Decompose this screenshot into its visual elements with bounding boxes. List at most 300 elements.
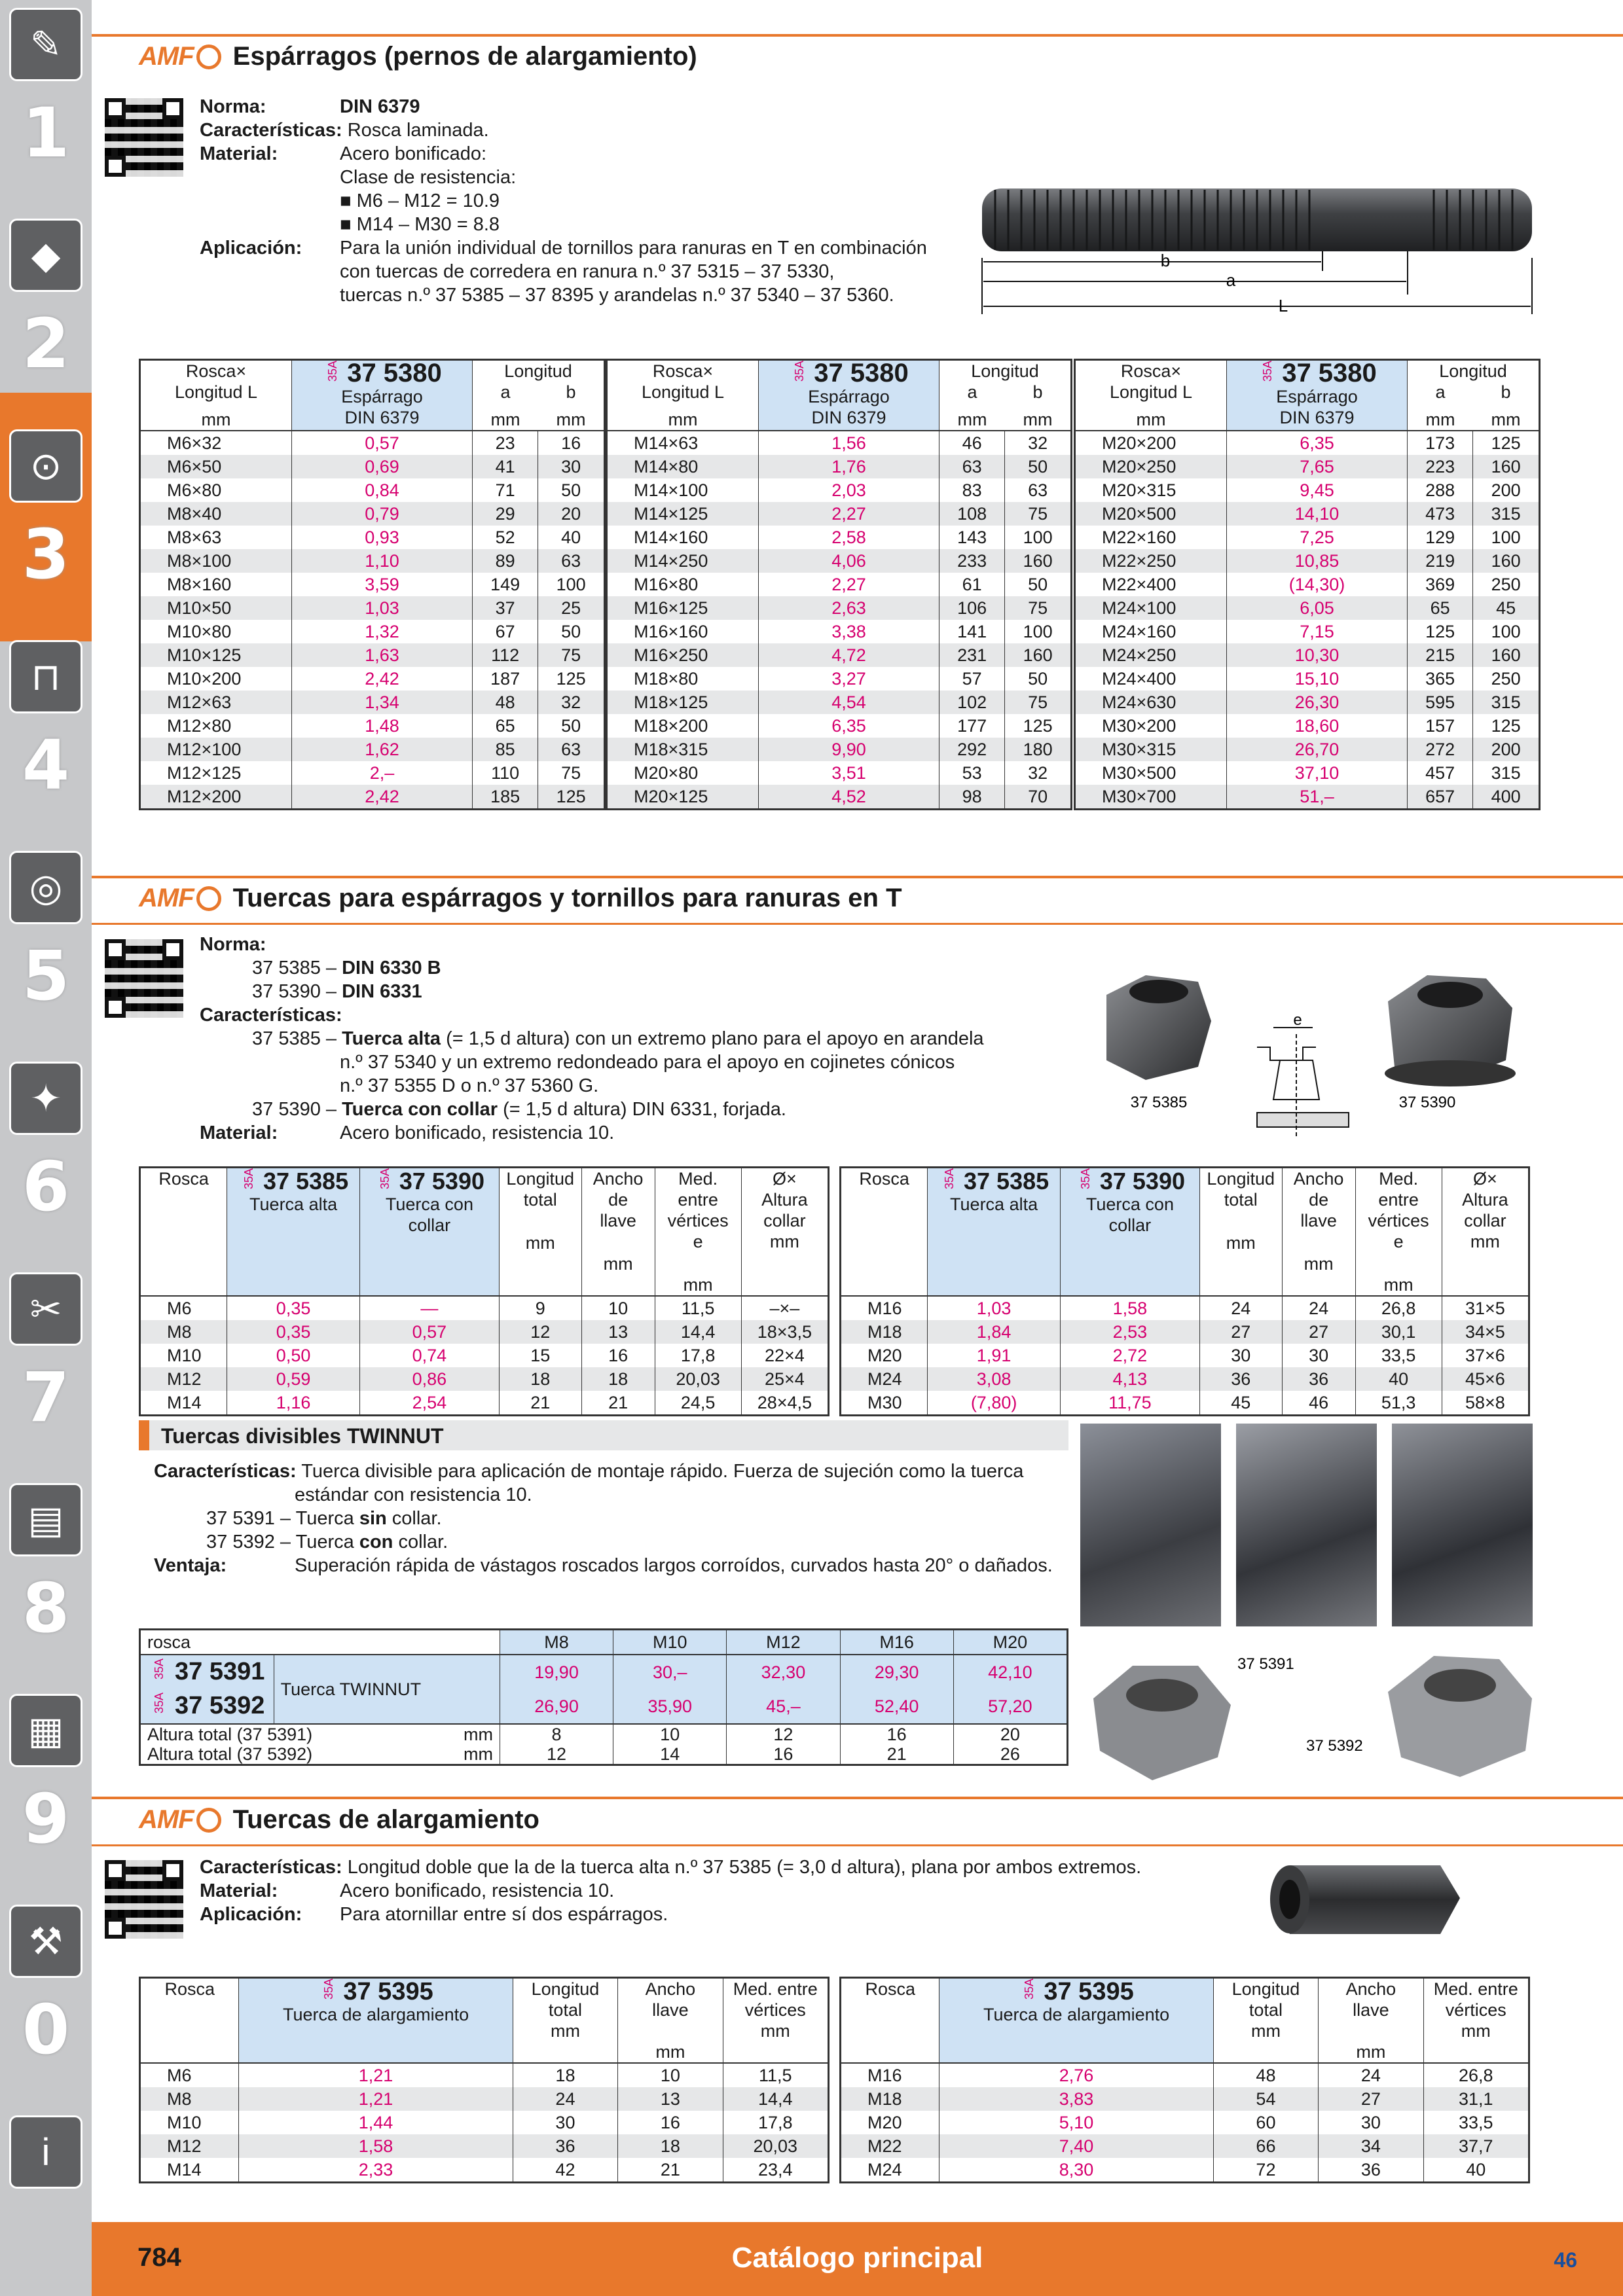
caliper-icon[interactable]: ⊓ — [9, 640, 82, 713]
thread-size: M14×160 — [607, 526, 759, 549]
thread-size: M20×200 — [1075, 431, 1227, 455]
caract-text: Tuerca divisible para aplicación de montaje rápido. Fuerza de sujeción como la tuerca — [301, 1461, 1024, 1482]
thread-size: M10 — [140, 1344, 227, 1367]
dimension-value: 46 — [1282, 1391, 1355, 1416]
thread-size: M16 — [841, 2063, 939, 2087]
thread-size: M6×50 — [140, 455, 292, 478]
thread-size: M6×32 — [140, 431, 292, 455]
thread-size: M18×200 — [607, 714, 759, 738]
length-b: 75 — [538, 761, 605, 785]
price: 32,30 — [727, 1655, 840, 1689]
section-divider — [92, 923, 1623, 925]
price-tuerca-collar: — — [359, 1296, 499, 1320]
length-b: 32 — [1005, 761, 1072, 785]
col-med: Med. entre vértices e mm — [655, 1168, 741, 1297]
dimension-value: 11,5 — [723, 2063, 829, 2087]
table-row — [140, 1391, 829, 1416]
thread-size: M18 — [841, 2087, 939, 2111]
caract-code: 37 5385 – — [252, 1028, 337, 1049]
dimension-value: 36 — [1319, 2158, 1423, 2183]
saw-blade-icon[interactable]: ◎ — [9, 851, 82, 924]
length-a: 143 — [939, 526, 1005, 549]
table-row — [1075, 691, 1540, 714]
table-row — [607, 502, 1072, 526]
price-tuerca-collar: 0,74 — [359, 1344, 499, 1367]
price: 0,57 — [292, 431, 473, 455]
dimension-value: 34×5 — [1442, 1320, 1529, 1344]
price: 35,90 — [613, 1689, 727, 1724]
material-line: Clase de resistencia: — [340, 167, 517, 188]
price: 1,34 — [292, 691, 473, 714]
chapter-number[interactable]: 4 — [22, 725, 70, 805]
length-a: 23 — [473, 431, 538, 455]
info-icon[interactable]: i — [9, 2115, 82, 2189]
length-b: 200 — [1473, 478, 1540, 502]
drill-icon[interactable]: ✎ — [9, 8, 82, 81]
length-a: 219 — [1408, 549, 1473, 573]
thread-size: M24×100 — [1075, 596, 1227, 620]
dimension-value: 21 — [499, 1391, 581, 1416]
img-label-375391: 37 5391 — [1237, 1655, 1294, 1673]
thread-size: M8 — [140, 1320, 227, 1344]
length-b: 180 — [1005, 738, 1072, 761]
safety-icon[interactable]: ⚒ — [9, 1905, 82, 1978]
dimension-value: 31×5 — [1442, 1296, 1529, 1320]
chapter-number[interactable]: 8 — [22, 1568, 70, 1648]
table-row — [841, 1320, 1529, 1344]
length-a: 365 — [1408, 667, 1473, 691]
col-code: 35A 37 5395 Tuerca de alargamiento — [939, 1978, 1213, 2064]
price: 4,72 — [759, 643, 939, 667]
toolbox-icon[interactable]: ▤ — [9, 1483, 82, 1556]
item-bold: sin — [359, 1508, 387, 1529]
table-row — [140, 2111, 829, 2134]
thread-size: M14×125 — [607, 502, 759, 526]
thread-size: M10×125 — [140, 643, 292, 667]
wrench-icon[interactable]: ✦ — [9, 1062, 82, 1135]
size-header: M8 — [500, 1630, 613, 1655]
subsection-bar — [139, 1420, 1068, 1450]
price: 1,21 — [239, 2063, 513, 2087]
price-tuerca-collar: 0,57 — [359, 1320, 499, 1344]
height-value: 16 — [727, 1744, 840, 1765]
price-tuerca-collar: 11,75 — [1060, 1391, 1199, 1416]
length-b: 50 — [538, 478, 605, 502]
table-row — [607, 478, 1072, 502]
price: 29,30 — [840, 1655, 953, 1689]
length-a: 223 — [1408, 455, 1473, 478]
dimension-value: 22×4 — [741, 1344, 828, 1367]
thread-size: M24 — [841, 1367, 928, 1391]
caract-bold: Tuerca con collar — [342, 1099, 498, 1120]
thread-size: M24×160 — [1075, 620, 1227, 643]
stud-table — [139, 359, 606, 810]
thread-size: M22×160 — [1075, 526, 1227, 549]
norma-value: DIN 6331 — [342, 981, 422, 1002]
twinnut-photo — [1392, 1424, 1533, 1626]
length-a: 157 — [1408, 714, 1473, 738]
thread-size: M12×125 — [140, 761, 292, 785]
dimension-value: 18 — [499, 1367, 581, 1391]
length-a: 141 — [939, 620, 1005, 643]
dimension-value: –×– — [741, 1296, 828, 1320]
col-longitud: Longitud a b mm mm — [1408, 360, 1540, 431]
col-diametro: Ø× Altura collar mm — [1442, 1168, 1529, 1297]
length-b: 125 — [1473, 714, 1540, 738]
caract-text: n.º 37 5340 y un extremo redondeado para el apoyo en cojinetes cónicos — [340, 1052, 955, 1073]
price: 26,70 — [1227, 738, 1408, 761]
table-row — [140, 643, 605, 667]
price: 1,63 — [292, 643, 473, 667]
thread-size: M30×700 — [1075, 785, 1227, 810]
col-rosca: Rosca — [841, 1978, 939, 2064]
aplic-line: Para la unión individual de tornillos para ranuras en T en combinación — [340, 238, 927, 259]
height-value: 12 — [727, 1724, 840, 1744]
chapter-number[interactable]: 1 — [22, 93, 70, 173]
price-tuerca-alta: (7,80) — [928, 1391, 1061, 1416]
price: 30,– — [613, 1655, 727, 1689]
chapter-number[interactable]: 0 — [22, 1990, 70, 2070]
table-row — [841, 2063, 1529, 2087]
length-b: 200 — [1473, 738, 1540, 761]
dimension-value: 36 — [513, 2134, 618, 2158]
length-b: 100 — [1473, 526, 1540, 549]
table-row — [1075, 667, 1540, 691]
twinnut-images — [1080, 1640, 1552, 1790]
table-row — [140, 785, 605, 810]
length-a: 65 — [1408, 596, 1473, 620]
length-b: 125 — [538, 667, 605, 691]
dimension-value: 30 — [1282, 1344, 1355, 1367]
length-b: 45 — [1473, 596, 1540, 620]
col-rosca: Rosca — [841, 1168, 928, 1297]
length-a: 149 — [473, 573, 538, 596]
dimension-value: 13 — [581, 1320, 655, 1344]
length-b: 50 — [538, 714, 605, 738]
col-longitud: Longitud a b mm mm — [473, 360, 605, 431]
length-b: 100 — [1473, 620, 1540, 643]
section-divider — [92, 1844, 1623, 1846]
thread-size: M22×400 — [1075, 573, 1227, 596]
height-value: 8 — [500, 1724, 613, 1744]
material-label: Material: — [200, 1122, 278, 1143]
dimension-value: 12 — [499, 1320, 581, 1344]
table-row — [841, 1344, 1529, 1367]
dimension-value: 25×4 — [741, 1367, 828, 1391]
price-tuerca-collar: 4,13 — [1060, 1367, 1199, 1391]
dim-b-label: b — [1160, 251, 1171, 270]
caract-value: Longitud doble que la de la tuerca alta n.º 37 5385 (= 3,0 d altura), plana por ambos extremos. — [347, 1857, 1142, 1878]
chapter-number[interactable]: 9 — [22, 1779, 70, 1859]
length-a: 233 — [939, 549, 1005, 573]
length-b: 50 — [1005, 455, 1072, 478]
length-a: 185 — [473, 785, 538, 810]
caract-code: 37 5390 – — [252, 1099, 337, 1120]
thread-size: M18 — [841, 1320, 928, 1344]
material-value: Acero bonificado, resistencia 10. — [340, 1880, 615, 1901]
thread-size: M12 — [140, 1367, 227, 1391]
thread-size: M18×315 — [607, 738, 759, 761]
dimension-value: 24 — [513, 2087, 618, 2111]
price: 7,15 — [1227, 620, 1408, 643]
aplic-label: Aplicación: — [200, 238, 302, 259]
price-tuerca-collar: 2,72 — [1060, 1344, 1199, 1367]
length-b: 50 — [1005, 573, 1072, 596]
section-header — [139, 884, 902, 913]
price-tuerca-alta: 3,08 — [928, 1367, 1061, 1391]
price: 9,45 — [1227, 478, 1408, 502]
img-label-375385: 37 5385 — [1130, 1094, 1188, 1111]
dimension-value: 21 — [618, 2158, 723, 2183]
table-row — [1075, 596, 1540, 620]
section-title: Espárragos (pernos de alargamiento) — [232, 42, 697, 71]
thread-size: M8×160 — [140, 573, 292, 596]
thread-size: M12×63 — [140, 691, 292, 714]
qr-code-icon[interactable] — [105, 98, 183, 177]
length-a: 187 — [473, 667, 538, 691]
price: 0,84 — [292, 478, 473, 502]
length-a: 102 — [939, 691, 1005, 714]
caract-label: Características: — [154, 1461, 297, 1482]
norma-value: DIN 6330 B — [342, 958, 441, 978]
table-row — [1075, 785, 1540, 810]
price-tuerca-collar: 1,58 — [1060, 1296, 1199, 1320]
dimension-value: 58×8 — [1442, 1391, 1529, 1416]
pliers-icon[interactable]: ✂ — [9, 1272, 82, 1346]
length-a: 48 — [473, 691, 538, 714]
chapter-number[interactable]: 5 — [22, 936, 70, 1016]
dimension-value: 40 — [1355, 1367, 1442, 1391]
insert-icon[interactable]: ◆ — [9, 219, 82, 292]
price-tuerca-alta: 0,35 — [227, 1320, 360, 1344]
table-row — [1075, 714, 1540, 738]
table-row — [140, 1367, 829, 1391]
table-row — [1075, 643, 1540, 667]
aplic-value: Para atornillar entre sí dos espárragos. — [340, 1904, 668, 1925]
dimension-value: 20,03 — [655, 1367, 741, 1391]
length-b: 160 — [1473, 549, 1540, 573]
table-row — [1075, 761, 1540, 785]
price: 1,58 — [239, 2134, 513, 2158]
table-row — [140, 738, 605, 761]
table-row — [1075, 478, 1540, 502]
length-a: 29 — [473, 502, 538, 526]
thread-size: M16×125 — [607, 596, 759, 620]
price: 10,30 — [1227, 643, 1408, 667]
price: 37,10 — [1227, 761, 1408, 785]
col-ancho: Ancho de llave mm — [581, 1168, 655, 1297]
table-row — [841, 2111, 1529, 2134]
qr-code-icon[interactable] — [105, 939, 183, 1018]
length-a: 46 — [939, 431, 1005, 455]
price: 7,65 — [1227, 455, 1408, 478]
table-row — [607, 714, 1072, 738]
dimension-value: 34 — [1319, 2134, 1423, 2158]
caract-bold: Tuerca alta — [342, 1028, 441, 1049]
col-diametro: Ø× Altura collar mm — [741, 1168, 828, 1297]
table-row — [140, 596, 605, 620]
dimension-value: 66 — [1213, 2134, 1319, 2158]
dimension-value: 26,8 — [1423, 2063, 1529, 2087]
table-row — [140, 761, 605, 785]
material-line: Acero bonificado: — [340, 143, 487, 164]
col-code: 35A 37 5380 Espárrago DIN 6379 — [1227, 360, 1408, 431]
length-b: 16 — [538, 431, 605, 455]
table-row — [1075, 738, 1540, 761]
price: 1,44 — [239, 2111, 513, 2134]
length-a: 98 — [939, 785, 1005, 810]
table-row — [140, 1296, 829, 1320]
nut-table — [139, 1166, 830, 1416]
length-b: 63 — [1005, 478, 1072, 502]
nut-images — [1093, 962, 1552, 1145]
dimension-value: 27 — [1282, 1320, 1355, 1344]
chuck-icon[interactable]: ⊙ — [9, 429, 82, 503]
dimension-value: 30 — [1319, 2111, 1423, 2134]
col-longitud: Longitud a b mm mm — [939, 360, 1072, 431]
price-tuerca-alta: 0,59 — [227, 1367, 360, 1391]
chapter-number[interactable]: 2 — [22, 304, 70, 384]
price: 1,03 — [292, 596, 473, 620]
twinnut-photo — [1080, 1424, 1221, 1626]
dim-l-label: L — [1278, 296, 1288, 315]
height-value: 20 — [953, 1724, 1067, 1744]
chapter-number[interactable]: 6 — [22, 1147, 70, 1227]
thread-size: M20×125 — [607, 785, 759, 810]
price: 2,33 — [239, 2158, 513, 2183]
price: 2,58 — [759, 526, 939, 549]
col-ancho: Ancho de llave mm — [1282, 1168, 1355, 1297]
length-b: 30 — [538, 455, 605, 478]
thread-size: M8 — [140, 2087, 239, 2111]
price-tuerca-alta: 1,16 — [227, 1391, 360, 1416]
table-row — [140, 620, 605, 643]
price: 9,90 — [759, 738, 939, 761]
price: 7,40 — [939, 2134, 1213, 2158]
col-code: 35A 37 5380 Espárrago DIN 6379 — [292, 360, 473, 431]
length-a: 63 — [939, 455, 1005, 478]
item-text: Tuerca — [295, 1508, 354, 1529]
price: 7,25 — [1227, 526, 1408, 549]
thread-size: M12 — [140, 2134, 239, 2158]
col-ancho: Ancho llave mm — [618, 1978, 723, 2064]
edition-number: 46 — [1554, 2248, 1577, 2272]
norma-label: Norma: — [200, 96, 266, 117]
dimension-value: 30,1 — [1355, 1320, 1442, 1344]
table-row — [140, 2158, 829, 2183]
length-b: 250 — [1473, 667, 1540, 691]
section-title: Tuercas de alargamiento — [232, 1805, 539, 1834]
table-row — [140, 2134, 829, 2158]
price: 4,54 — [759, 691, 939, 714]
dimension-value: 27 — [1319, 2087, 1423, 2111]
price-tuerca-alta: 0,35 — [227, 1296, 360, 1320]
length-b: 50 — [1005, 667, 1072, 691]
thread-size: M12×200 — [140, 785, 292, 810]
aplic-label: Aplicación: — [200, 1904, 302, 1925]
col-med: Med. entre vértices e mm — [1355, 1168, 1442, 1297]
price: 26,90 — [500, 1689, 613, 1724]
thread-size: M30 — [841, 1391, 928, 1416]
price: 18,60 — [1227, 714, 1408, 738]
dimension-value: 18 — [581, 1367, 655, 1391]
table-row — [607, 785, 1072, 810]
table-row — [140, 691, 605, 714]
code-cell: 35A 37 5392 — [140, 1689, 274, 1724]
chapter-number[interactable]: 7 — [22, 1357, 70, 1437]
table-row — [607, 431, 1072, 455]
table-row — [140, 502, 605, 526]
price-tuerca-alta: 1,84 — [928, 1320, 1061, 1344]
price: 5,10 — [939, 2111, 1213, 2134]
dimension-value: 18 — [513, 2063, 618, 2087]
table-row — [140, 2063, 829, 2087]
amf-logo: AMF — [139, 42, 221, 71]
table-row — [140, 526, 605, 549]
length-b: 40 — [538, 526, 605, 549]
price: 3,27 — [759, 667, 939, 691]
length-a: 231 — [939, 643, 1005, 667]
item-text: collar. — [392, 1508, 442, 1529]
length-b: 70 — [1005, 785, 1072, 810]
caract-value: Rosca laminada. — [347, 120, 489, 141]
length-a: 61 — [939, 573, 1005, 596]
col-code2: 35A 37 5390 Tuerca con collar — [359, 1168, 499, 1297]
chapter-number[interactable]: 3 — [22, 514, 70, 594]
thread-size: M10 — [140, 2111, 239, 2134]
length-a: 215 — [1408, 643, 1473, 667]
thread-size: M10×200 — [140, 667, 292, 691]
section-divider — [92, 34, 1623, 37]
dimension-value: 26,8 — [1355, 1296, 1442, 1320]
item-code: 37 5391 – — [206, 1508, 291, 1529]
page-footer — [92, 2222, 1623, 2296]
table-row — [140, 1320, 829, 1344]
price: (14,30) — [1227, 573, 1408, 596]
thread-size: M30×315 — [1075, 738, 1227, 761]
table-row — [607, 549, 1072, 573]
dimension-value: 30 — [513, 2111, 618, 2134]
material-label: Material: — [200, 143, 278, 164]
length-a: 89 — [473, 549, 538, 573]
length-b: 100 — [1005, 526, 1072, 549]
dimension-value: 18×3,5 — [741, 1320, 828, 1344]
caract-text: estándar con resistencia 10. — [295, 1484, 532, 1505]
product-spec-block — [200, 95, 985, 307]
qr-code-icon[interactable] — [105, 1860, 183, 1939]
item-text: Tuerca — [295, 1532, 354, 1552]
product-spec-block — [200, 933, 1084, 1145]
price-tuerca-alta: 0,50 — [227, 1344, 360, 1367]
norma-label: Norma: — [200, 934, 266, 955]
dimension-value: 45×6 — [1442, 1367, 1529, 1391]
dimension-value: 20,03 — [723, 2134, 829, 2158]
cabinet-icon[interactable]: ▦ — [9, 1694, 82, 1767]
thread-size: M24×250 — [1075, 643, 1227, 667]
height-value: 12 — [500, 1744, 613, 1765]
thread-size: M14×63 — [607, 431, 759, 455]
price: 52,40 — [840, 1689, 953, 1724]
length-b: 160 — [1005, 549, 1072, 573]
dimension-value: 17,8 — [723, 2111, 829, 2134]
thread-size: M8×63 — [140, 526, 292, 549]
dim-e-label: e — [1293, 1011, 1302, 1029]
price: 2,27 — [759, 573, 939, 596]
length-b: 160 — [1473, 643, 1540, 667]
section-header — [139, 42, 697, 71]
caract-text: (= 1,5 d altura) con un extremo plano para el apoyo en arandela — [446, 1028, 984, 1049]
length-b: 125 — [538, 785, 605, 810]
